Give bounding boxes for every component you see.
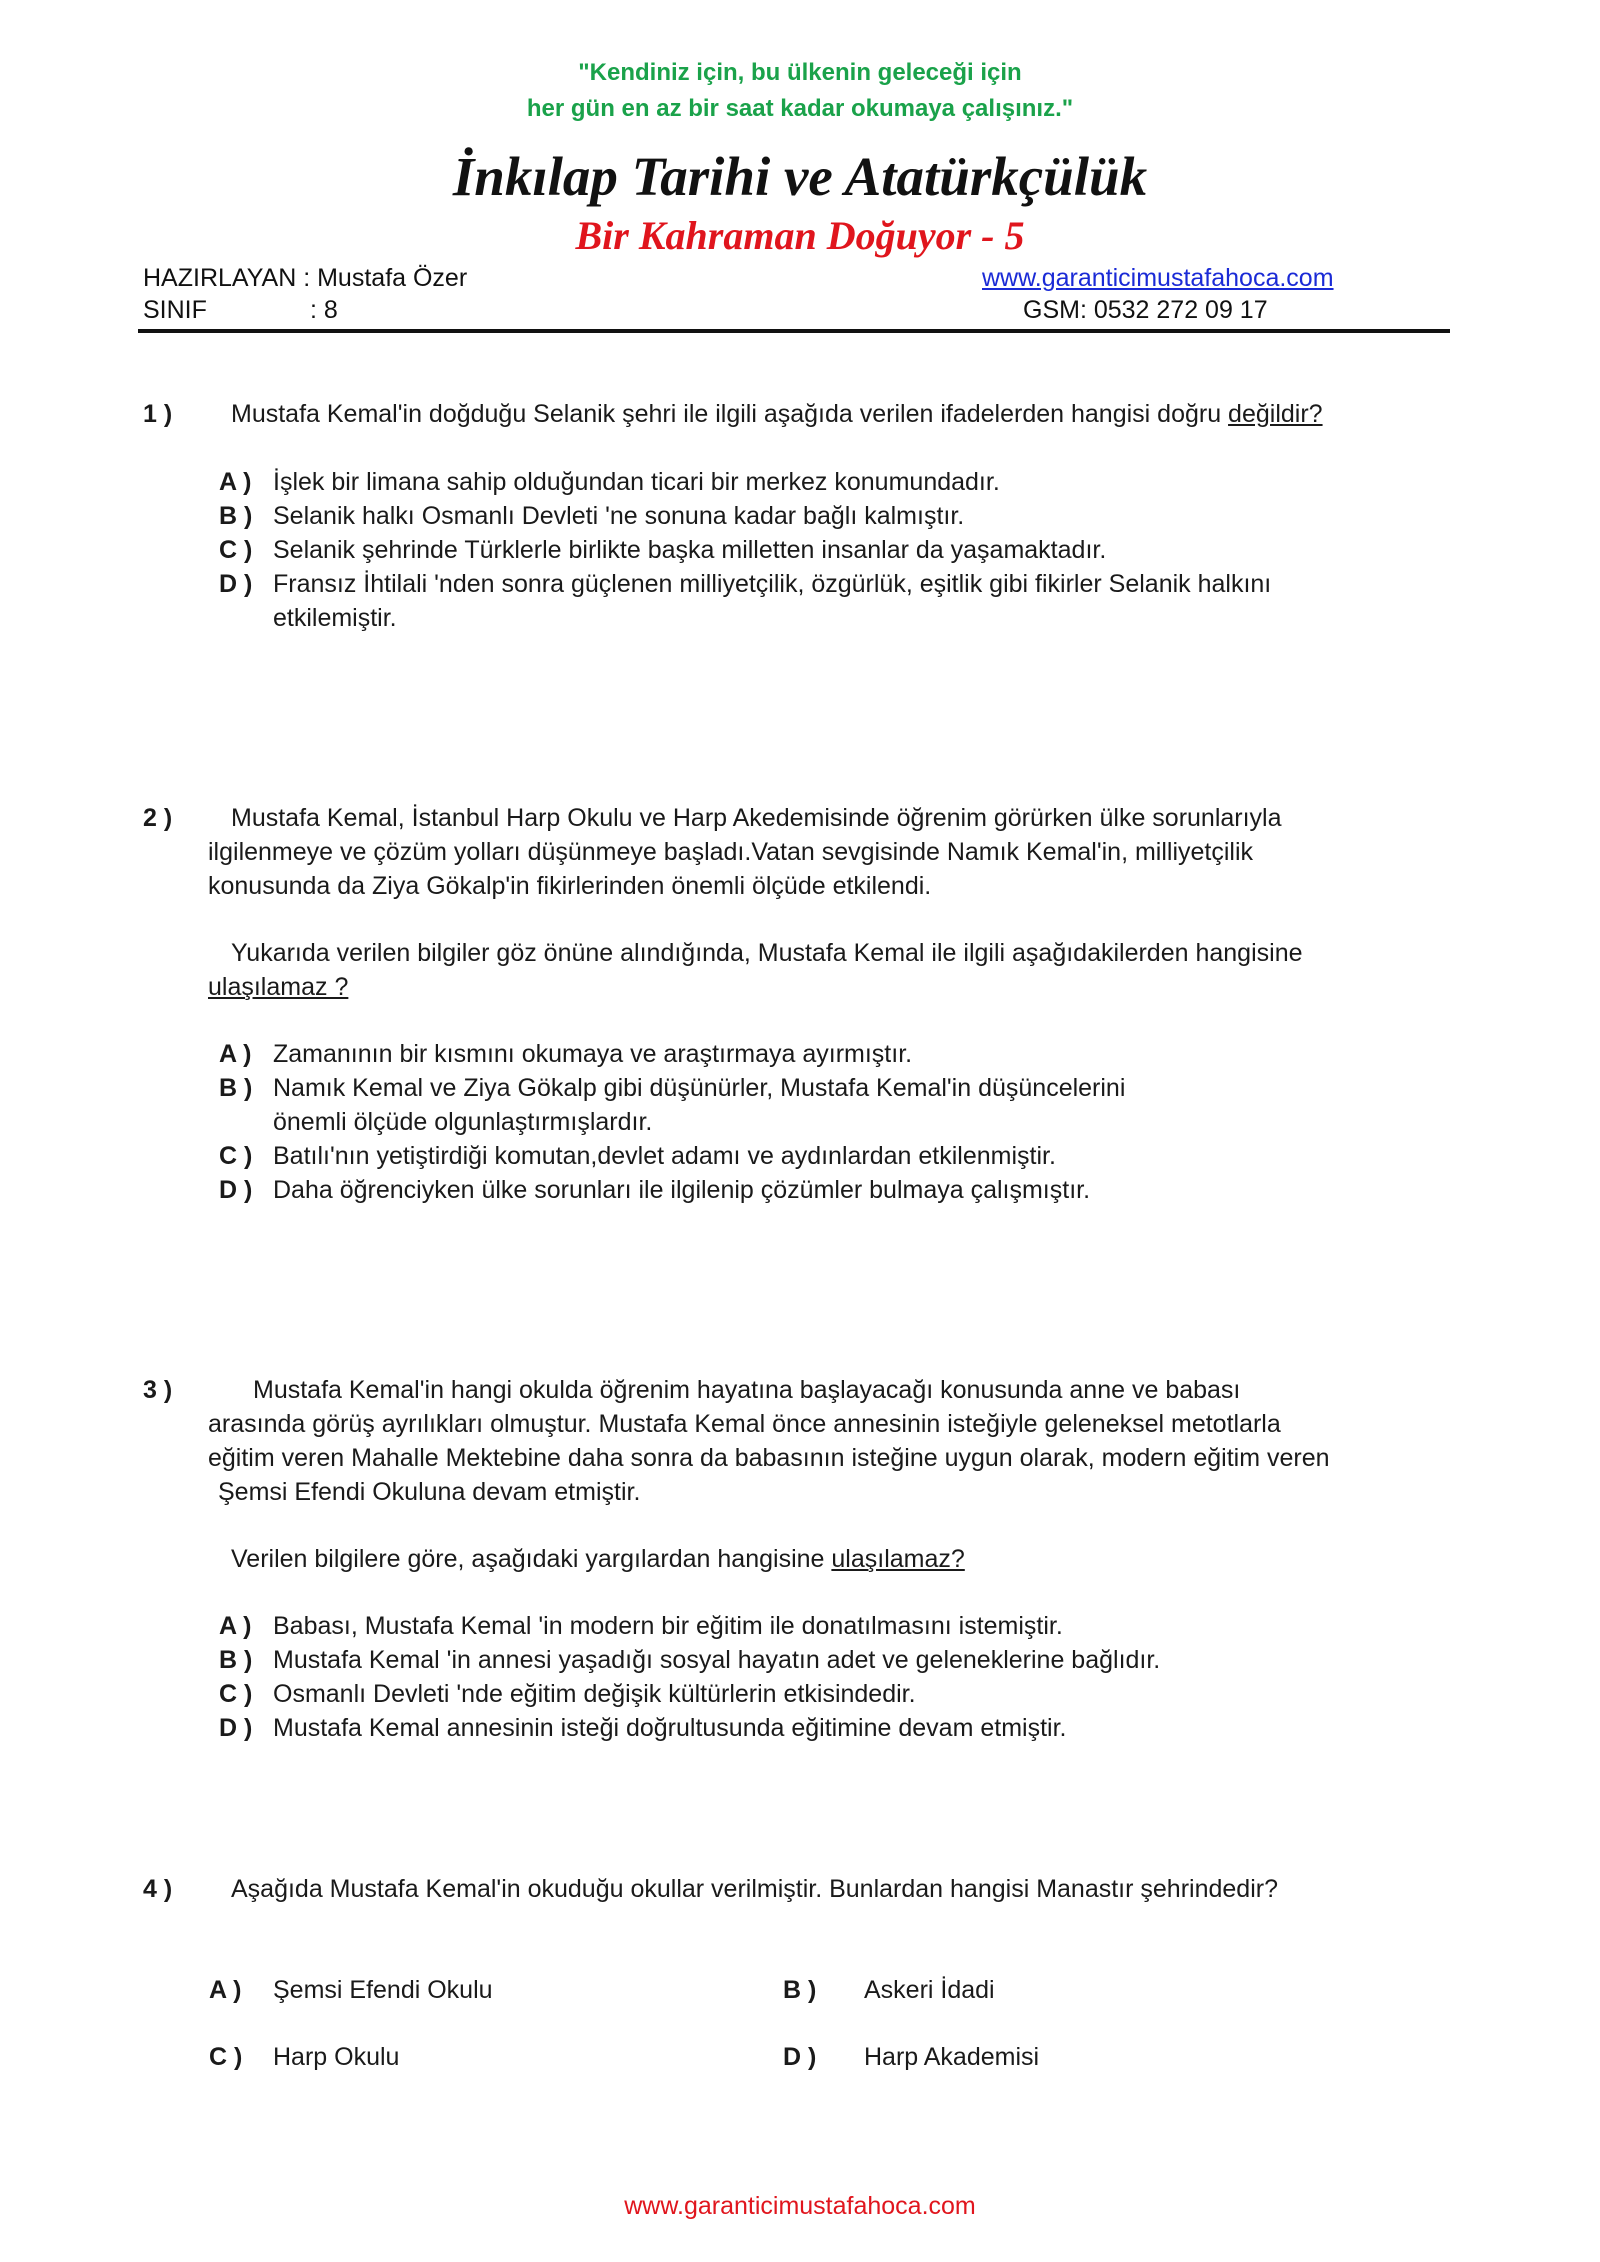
question-2-prompt: Yukarıda verilen bilgiler göz önüne alındığında, Mustafa Kemal ile ilgili aşağıdakilerden hangisine	[231, 939, 1303, 967]
q4-option-d-text[interactable]: Harp Akademisi	[864, 2043, 1040, 2071]
question-2-number: 2 )	[143, 804, 173, 832]
q4-option-a-text[interactable]: Şemsi Efendi Okulu	[273, 1976, 493, 2004]
question-1-stem: Mustafa Kemal'in doğduğu Selanik şehri ile ilgili aşağıda verilen ifadelerden hangisi doğru	[231, 400, 1229, 428]
q3-option-d-letter[interactable]: D )	[219, 1714, 253, 1742]
q1-option-b-letter[interactable]: B )	[219, 502, 253, 530]
q3-option-b-letter[interactable]: B )	[219, 1646, 253, 1674]
q1-option-d-letter[interactable]: D )	[219, 570, 253, 598]
website-link[interactable]: www.garanticimustafahoca.com	[982, 264, 1334, 292]
question-2-line-3: konusunda da Ziya Gökalp'in fikirlerinden önemli ölçüde etkilendi.	[208, 872, 932, 900]
q3-option-b-text[interactable]: Mustafa Kemal 'in annesi yaşadığı sosyal hayatın adet ve geleneklerine bağlıdır.	[273, 1646, 1161, 1674]
motto-line-1: "Kendiniz için, bu ülkenin geleceği için	[578, 59, 1022, 86]
class-value: : 8	[310, 296, 338, 324]
prepared-by: HAZIRLAYAN : Mustafa Özer	[143, 264, 468, 292]
question-1-text	[231, 397, 1323, 431]
q4-option-b-letter[interactable]: B )	[783, 1976, 817, 2004]
q1-option-a-letter[interactable]: A )	[219, 468, 252, 496]
page-subtitle: Bir Kahraman Doğuyor - 5	[575, 213, 1025, 258]
q2-option-a-letter[interactable]: A )	[219, 1040, 252, 1068]
motto-line-2: her gün en az bir saat kadar okumaya çalışınız."	[526, 95, 1074, 122]
q4-option-a-letter[interactable]: A )	[209, 1976, 242, 2004]
q3-option-c-letter[interactable]: C )	[219, 1680, 253, 1708]
question-2-line-1: Mustafa Kemal, İstanbul Harp Okulu ve Harp Akedemisinde öğrenim görürken ülke sorunlarıyla	[231, 804, 1282, 832]
footer-website[interactable]: www.garanticimustafahoca.com	[624, 2192, 976, 2220]
question-3-line-1: Mustafa Kemal'in hangi okulda öğrenim hayatına başlayacağı konusunda anne ve babası	[253, 1376, 1241, 1404]
question-3-prompt	[231, 1542, 965, 1576]
question-3-prompt-text: Verilen bilgilere göre, aşağıdaki yargılardan hangisine	[231, 1545, 832, 1573]
question-4-text: Aşağıda Mustafa Kemal'in okuduğu okullar verilmiştir. Bunlardan hangisi Manastır şehrindedir?	[231, 1875, 1278, 1903]
question-3-emphasis: ulaşılamaz?	[831, 1545, 965, 1573]
q4-option-d-letter[interactable]: D )	[783, 2043, 817, 2071]
q2-option-a-text[interactable]: Zamanının bir kısmını okumaya ve araştırmaya ayırmıştır.	[273, 1040, 913, 1068]
question-1-emphasis: değildir?	[1228, 400, 1323, 428]
q1-option-d-text-cont[interactable]: etkilemiştir.	[273, 604, 397, 632]
q2-option-b-text-cont[interactable]: önemli ölçüde olgunlaştırmışlardır.	[273, 1108, 653, 1136]
q4-option-b-text[interactable]: Askeri İdadi	[864, 1976, 995, 2004]
q3-option-a-text[interactable]: Babası, Mustafa Kemal 'in modern bir eğitim ile donatılmasını istemiştir.	[273, 1612, 1063, 1640]
question-3-line-4: Şemsi Efendi Okuluna devam etmiştir.	[218, 1478, 641, 1506]
q2-option-c-text[interactable]: Batılı'nın yetiştirdiği komutan,devlet adamı ve aydınlardan etkilenmiştir.	[273, 1142, 1056, 1170]
header-divider	[138, 329, 1450, 333]
q3-option-a-letter[interactable]: A )	[219, 1612, 252, 1640]
question-2-line-2: ilgilenmeye ve çözüm yolları düşünmeye başladı.Vatan sevgisinde Namık Kemal'in, milliyetçilik	[208, 838, 1254, 866]
question-3-line-2: arasında görüş ayrılıkları olmuştur. Mustafa Kemal önce annesinin isteğiyle geleneksel metotlarla	[208, 1410, 1281, 1438]
q4-option-c-text[interactable]: Harp Okulu	[273, 2043, 400, 2071]
q4-option-c-letter[interactable]: C )	[209, 2043, 243, 2071]
q1-option-c-letter[interactable]: C )	[219, 536, 253, 564]
q1-option-c-text[interactable]: Selanik şehrinde Türklerle birlikte başka milletten insanlar da yaşamaktadır.	[273, 536, 1107, 564]
q2-option-d-letter[interactable]: D )	[219, 1176, 253, 1204]
q2-option-b-text[interactable]: Namık Kemal ve Ziya Gökalp gibi düşünürler, Mustafa Kemal'in düşüncelerini	[273, 1074, 1126, 1102]
q2-option-d-text[interactable]: Daha öğrenciyken ülke sorunları ile ilgilenip çözümler bulmaya çalışmıştır.	[273, 1176, 1091, 1204]
page-title: İnkılap Tarihi ve Atatürkçülük	[452, 146, 1148, 207]
question-3-number: 3 )	[143, 1376, 173, 1404]
q1-option-b-text[interactable]: Selanik halkı Osmanlı Devleti 'ne sonuna kadar bağlı kalmıştır.	[273, 502, 965, 530]
q3-option-c-text[interactable]: Osmanlı Devleti 'nde eğitim değişik kültürlerin etkisindedir.	[273, 1680, 916, 1708]
gsm-number: GSM: 0532 272 09 17	[1023, 296, 1268, 324]
q1-option-a-text[interactable]: İşlek bir limana sahip olduğundan ticari bir merkez konumundadır.	[273, 468, 1000, 496]
q2-option-b-letter[interactable]: B )	[219, 1074, 253, 1102]
question-3-line-3: eğitim veren Mahalle Mektebine daha sonra da babasının isteğine uygun olarak, modern eğitim veren	[208, 1444, 1330, 1472]
question-1-number: 1 )	[143, 400, 173, 428]
question-2-emphasis: ulaşılamaz ?	[208, 973, 349, 1001]
q3-option-d-text[interactable]: Mustafa Kemal annesinin isteği doğrultusunda eğitimine devam etmiştir.	[273, 1714, 1067, 1742]
question-4-number: 4 )	[143, 1875, 173, 1903]
q1-option-d-text[interactable]: Fransız İhtilali 'nden sonra güçlenen milliyetçilik, özgürlük, eşitlik gibi fikirler Selanik halkını	[273, 570, 1272, 598]
q2-option-c-letter[interactable]: C )	[219, 1142, 253, 1170]
class-label: SINIF	[143, 296, 207, 324]
